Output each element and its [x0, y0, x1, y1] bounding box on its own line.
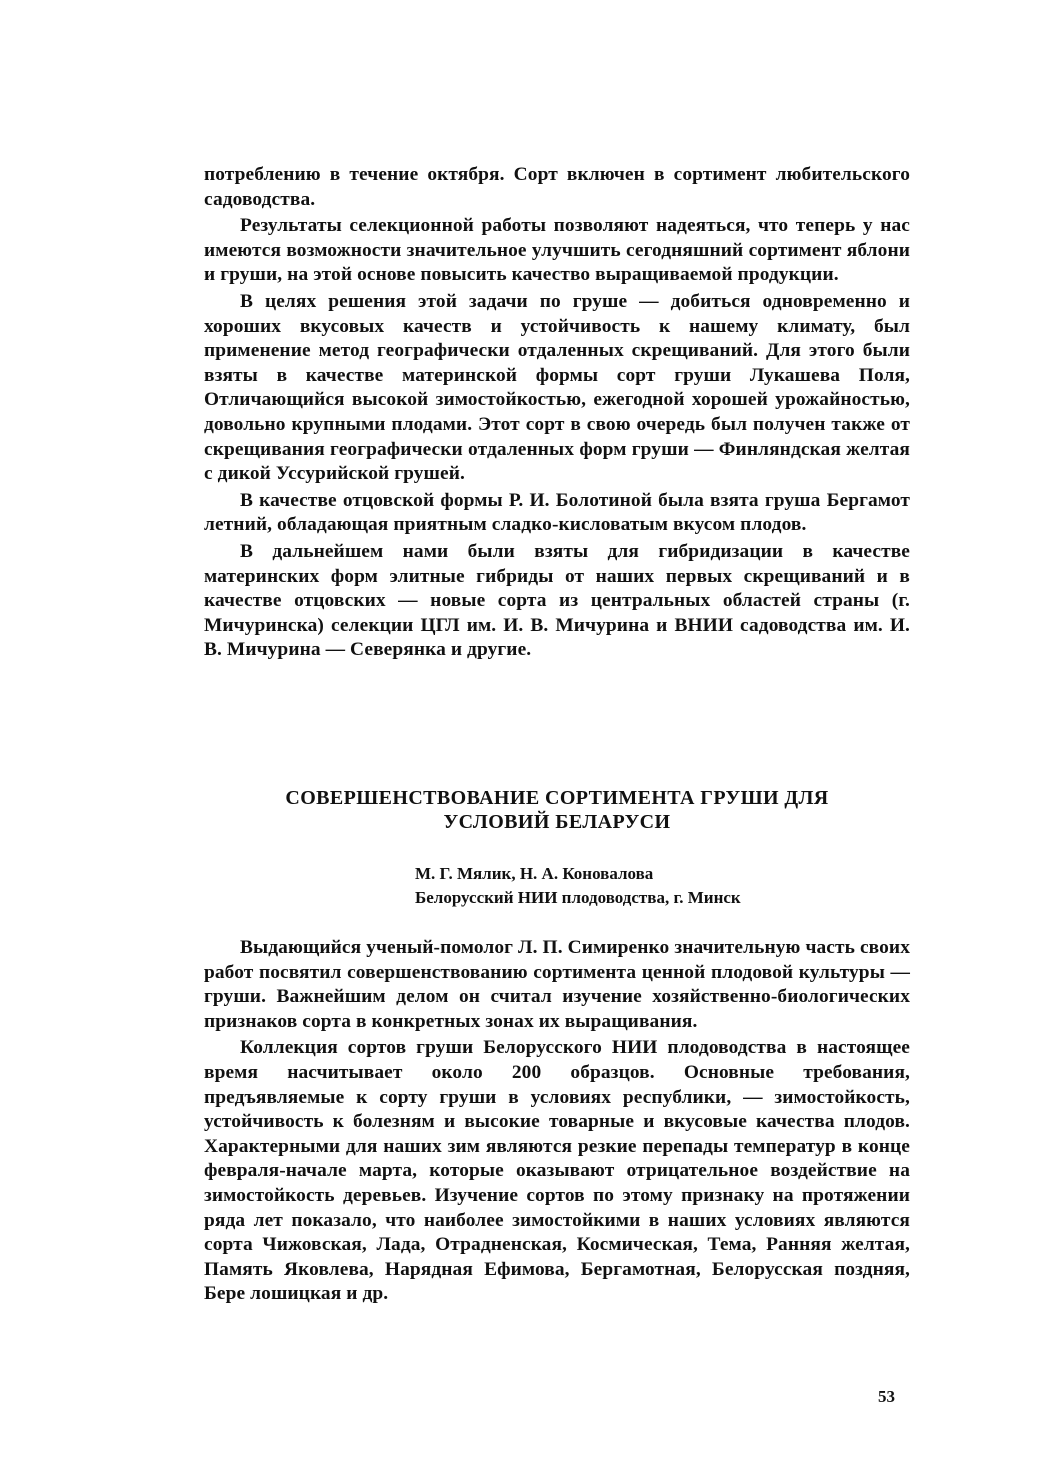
paragraph: В целях решения этой задачи по груше — добиться одновременно и хороших вкусовых качеств и устойчивость к нашему климату, был применение метод географически отдаленных скрещиваний. Для этого были взяты в качестве материнской формы сорт груши Лукашева Поля, Отличающийся высокой зимостойкостью, ежегодной хорошей урожайностью, довольно крупными плодами. Этот сорт в свою очередь был получен также от скрещивания географически отдаленных форм груши — Финляндская желтая с дикой Уссурийской грушей. — [204, 290, 910, 485]
article-title-line: СОВЕРШЕНСТВОВАНИЕ СОРТИМЕНТА ГРУШИ ДЛЯ — [285, 787, 829, 809]
bottom-text-block — [204, 936, 910, 1309]
paragraph: Коллекция сортов груши Белорусского НИИ плодоводства в настоящее время насчитывает около 200 образцов. Основные требования, предъявляемые к сорту груши в условиях республики, — зимостойкость, устойчивость к болезням и высокие товарные и вкусовые качества плодов. Характерными для наших зим являются резкие перепады температур в конце февраля-начале марта, которые оказывают отрицательное воздействие на зимостойкость деревьев. Изучение сортов по этому признаку на протяжении ряда лет показало, что наиболее зимостойкими в наших условиях являются сорта Чижовская, Лада, Отрадненская, Космическая, Тема, Ранняя желтая, Память Яковлева, Нарядная Ефимова, Бергамотная, Белорусская поздняя, Бере лошицкая и др. — [204, 1037, 910, 1305]
article-title-line: УСЛОВИЙ БЕЛАРУСИ — [443, 811, 671, 833]
author-affiliation: Белорусский НИИ плодоводства, г. Минск — [415, 888, 741, 907]
paragraph: Результаты селекционной работы позволяют надеяться, что теперь у нас имеются возможности значительное улучшить сегодняшний сортимент яблони и груши, на этой основе повысить качество выращиваемой продукции. — [204, 215, 910, 286]
paragraph: В дальнейшем нами были взяты для гибридизации в качестве материнских форм элитные гибриды от наших первых скрещиваний и в качестве отцовских — новые сорта из центральных областей страны (г. Мичуринска) селекции ЦГЛ им. И. В. Мичурина и ВНИИ садоводства им. И. В. Мичурина — Северянка и другие. — [204, 540, 910, 661]
paragraph: Выдающийся ученый-помолог Л. П. Симиренко значительную часть своих работ посвятил совершенствованию сортимента ценной плодовой культуры — груши. Важнейшим делом он считал изучение хозяйственно-биологических признаков сорта в конкретных зонах их выращивания. — [204, 937, 910, 1032]
top-text-block — [204, 163, 910, 665]
article-title — [204, 786, 910, 834]
author-block — [415, 862, 885, 910]
page-number: 53 — [878, 1387, 895, 1406]
paragraph-continuation: потреблению в течение октября. Сорт включен в сортимент любительского садоводства. — [204, 164, 910, 210]
author-names: М. Г. Мялик, Н. А. Коновалова — [415, 864, 654, 883]
paragraph: В качестве отцовской формы Р. И. Болотиной была взята груша Бергамот летний, обладающая приятным сладко-кисловатым вкусом плодов. — [204, 489, 910, 536]
